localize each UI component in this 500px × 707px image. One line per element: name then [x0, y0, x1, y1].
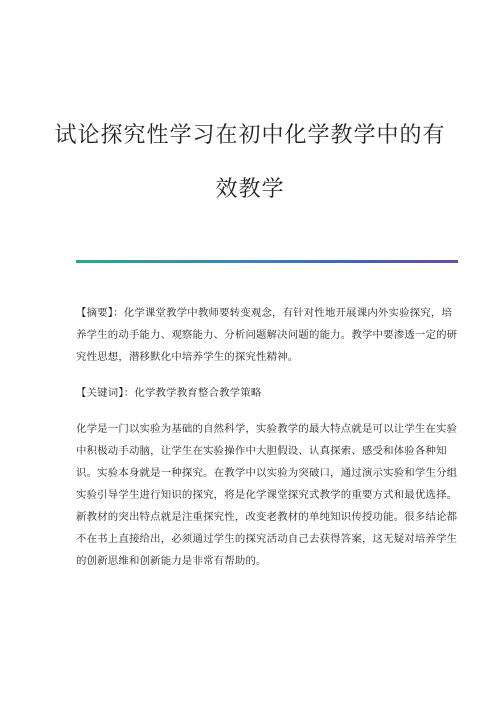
document-title-line-2: 效教学 [215, 177, 285, 202]
abstract-label: 【摘要】 [76, 307, 114, 319]
keywords-label: 【关键词】 [76, 387, 124, 399]
document-title-line-1: 试论探究性学习在初中化学教学中的有 [54, 123, 446, 148]
abstract-text: ：化学课堂教学中教师要转变观念，有针对性地开展课内外实验探究，培养学生的动手能力、观察能力、分析问题解决问题的能力。教学中要渗透一定的研究性思想，潜移默化中培养学生的探究性精神。 [76, 307, 458, 363]
keywords-text: ：化学教学教育整合教学策略 [123, 387, 262, 399]
title-divider [76, 260, 458, 263]
keywords-paragraph [76, 382, 458, 404]
body-paragraph: 化学是一门以实验为基础的自然科学，实验教学的最大特点就是可以让学生在实验中积极动手动脑，让学生在实验操作中大胆假设、认真探索、感受和体验各种知识。实验本身就是一种探究。在教学中以实验为突破口，通过演示实验和学生分组实验引导学生进行知识的探究，将是化学课堂探究式教学的重要方式和最优选择。新教材的突出特点就是注重探究性，改变老教材的单纯知识传授功能。很多结论都不在书上直接给出，必须通过学生的探究活动自己去获得答案，这无疑对培养学生的创新思维和创新能力是非常有帮助的。 [76, 423, 458, 567]
abstract-paragraph [76, 302, 458, 368]
